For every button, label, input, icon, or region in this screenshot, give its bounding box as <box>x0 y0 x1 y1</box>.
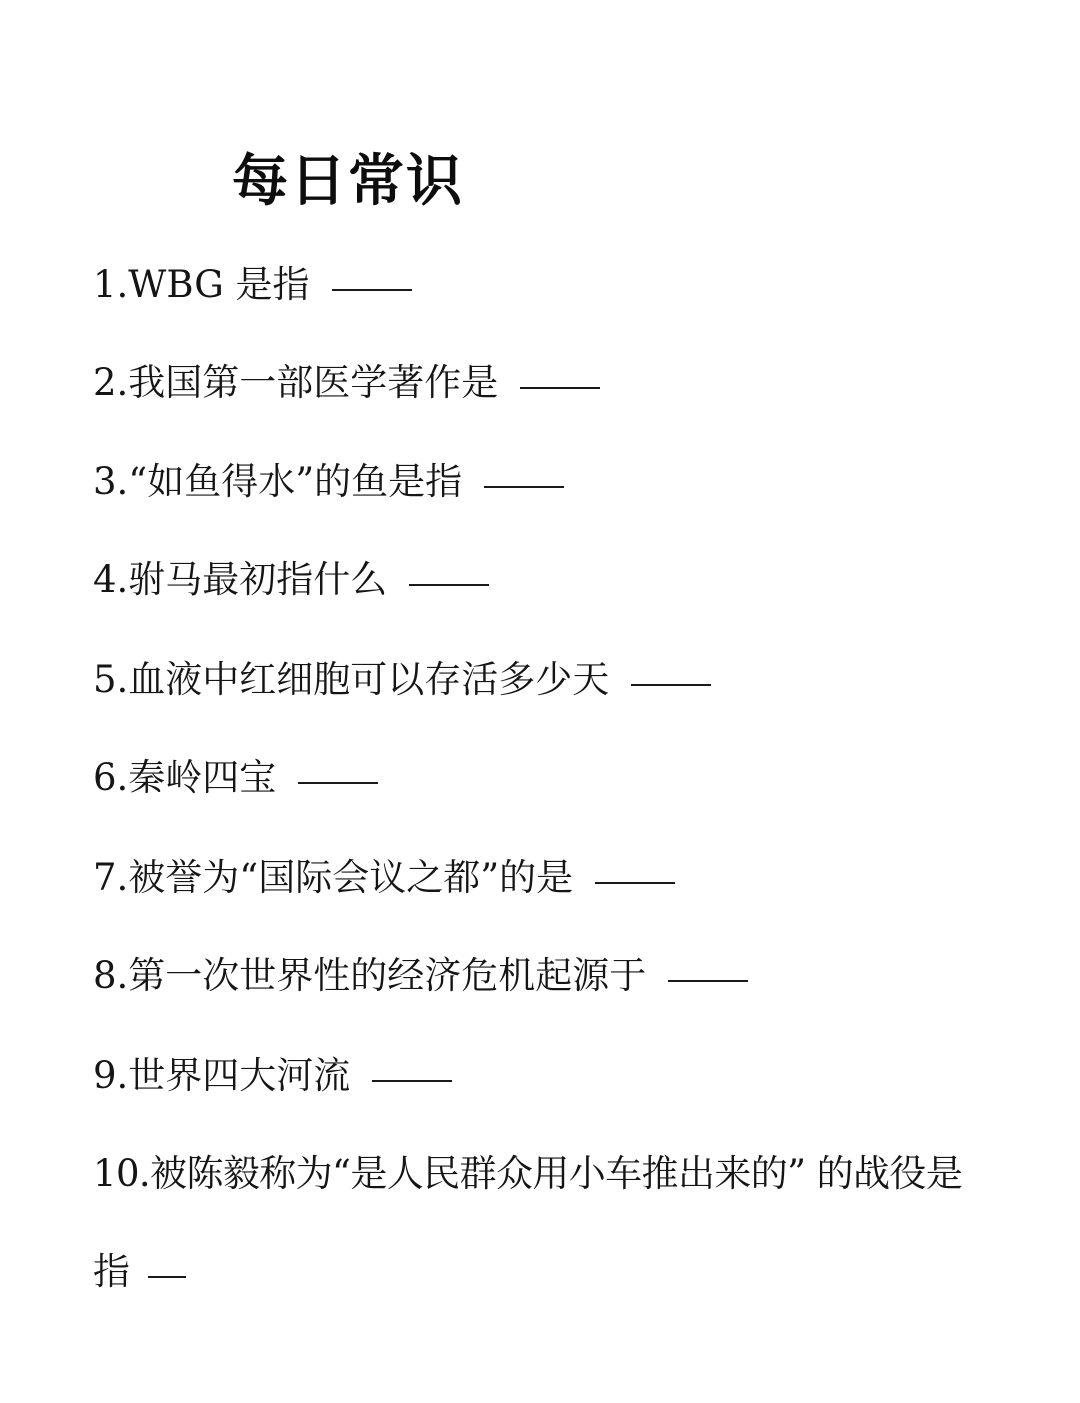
question-8 <box>93 948 748 1004</box>
question-6 <box>93 750 378 806</box>
question-text: 指 <box>93 1250 130 1293</box>
question-text: 6.秦岭四宝 <box>93 756 277 799</box>
question-5 <box>93 652 711 708</box>
question-text: 4.驸马最初指什么 <box>93 558 388 601</box>
answer-blank <box>298 782 378 784</box>
answer-blank <box>668 980 748 982</box>
answer-blank <box>372 1080 452 1082</box>
question-text: 2.我国第一部医学著作是 <box>93 361 499 404</box>
answer-blank <box>520 387 600 389</box>
question-text: 7.被誉为“国际会议之都”的是 <box>93 856 574 899</box>
question-text: 3.“如鱼得水”的鱼是指 <box>93 460 463 503</box>
question-text: 8.第一次世界性的经济危机起源于 <box>93 954 647 997</box>
question-text: 5.血液中红细胞可以存活多少天 <box>93 658 610 701</box>
answer-blank <box>484 486 564 488</box>
question-10 <box>93 1146 962 1202</box>
question-text: 10.被陈毅称为“是人民群众用小车推出来的” 的战役是 <box>93 1152 963 1195</box>
question-7 <box>93 850 675 906</box>
question-4 <box>93 552 489 608</box>
answer-blank <box>409 584 489 586</box>
answer-blank <box>595 882 675 884</box>
question-text: 9.世界四大河流 <box>93 1054 351 1097</box>
page-title: 每日常识 <box>232 149 464 214</box>
answer-blank <box>332 289 412 291</box>
question-1 <box>93 257 412 313</box>
answer-blank <box>148 1276 186 1278</box>
question-10-continuation <box>93 1244 186 1300</box>
question-2 <box>93 355 600 411</box>
question-9 <box>93 1048 452 1104</box>
answer-blank <box>631 684 711 686</box>
question-3 <box>93 454 564 510</box>
question-text: 1.WBG 是指 <box>93 263 310 306</box>
